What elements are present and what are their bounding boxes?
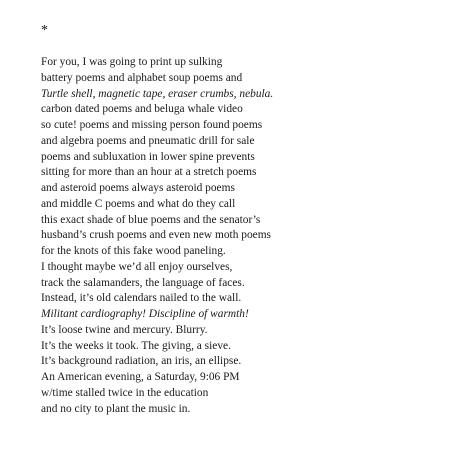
poem-line: battery poems and alphabet soup poems and (41, 71, 243, 84)
poem-line: and asteroid poems always asteroid poems (41, 182, 235, 194)
poem-line: Militant cardiography! Discipline of warmth! (41, 308, 249, 320)
poem-line: It’s background radiation, an iris, an ellipse. (41, 355, 242, 368)
poem-line: poems and subluxation in lower spine prevents (41, 150, 255, 163)
poem-line: For you, I was going to print up sulking (41, 56, 223, 68)
poem-line: and no city to plant the music in. (41, 402, 191, 415)
poem-line: I thought maybe we’d all enjoy ourselves, (41, 260, 233, 273)
poem-line: An American evening, a Saturday, 9:06 PM (41, 371, 240, 383)
poem-line: sitting for more than an hour at a stretch poems (41, 166, 257, 179)
poem-line: and algebra poems and pneumatic drill for sale (41, 134, 255, 147)
poem-line: Turtle shell, magnetic tape, eraser crumbs, nebula. (41, 87, 274, 100)
poem-line: and middle C poems and what do they call (41, 197, 236, 210)
poem-line: It’s the weeks it took. The giving, a sieve. (41, 339, 231, 352)
poem-line: so cute! poems and missing person found poems (41, 119, 263, 131)
poem-text (41, 55, 441, 417)
poem-line: for the knots of this fake wood paneling. (41, 245, 226, 257)
poem-line: Instead, it’s old calendars nailed to the wall. (41, 292, 242, 305)
poem-line: this exact shade of blue poems and the senator’s (41, 213, 261, 226)
section-marker: * (41, 23, 48, 38)
poem-line: w/time stalled twice in the education (41, 386, 209, 399)
poem-line: It’s loose twine and mercury. Blurry. (41, 323, 208, 336)
poem-line: husband’s crush poems and even new moth poems (41, 229, 271, 242)
poem-line: track the salamanders, the language of faces. (41, 276, 245, 289)
poem-line: carbon dated poems and beluga whale video (41, 103, 243, 116)
